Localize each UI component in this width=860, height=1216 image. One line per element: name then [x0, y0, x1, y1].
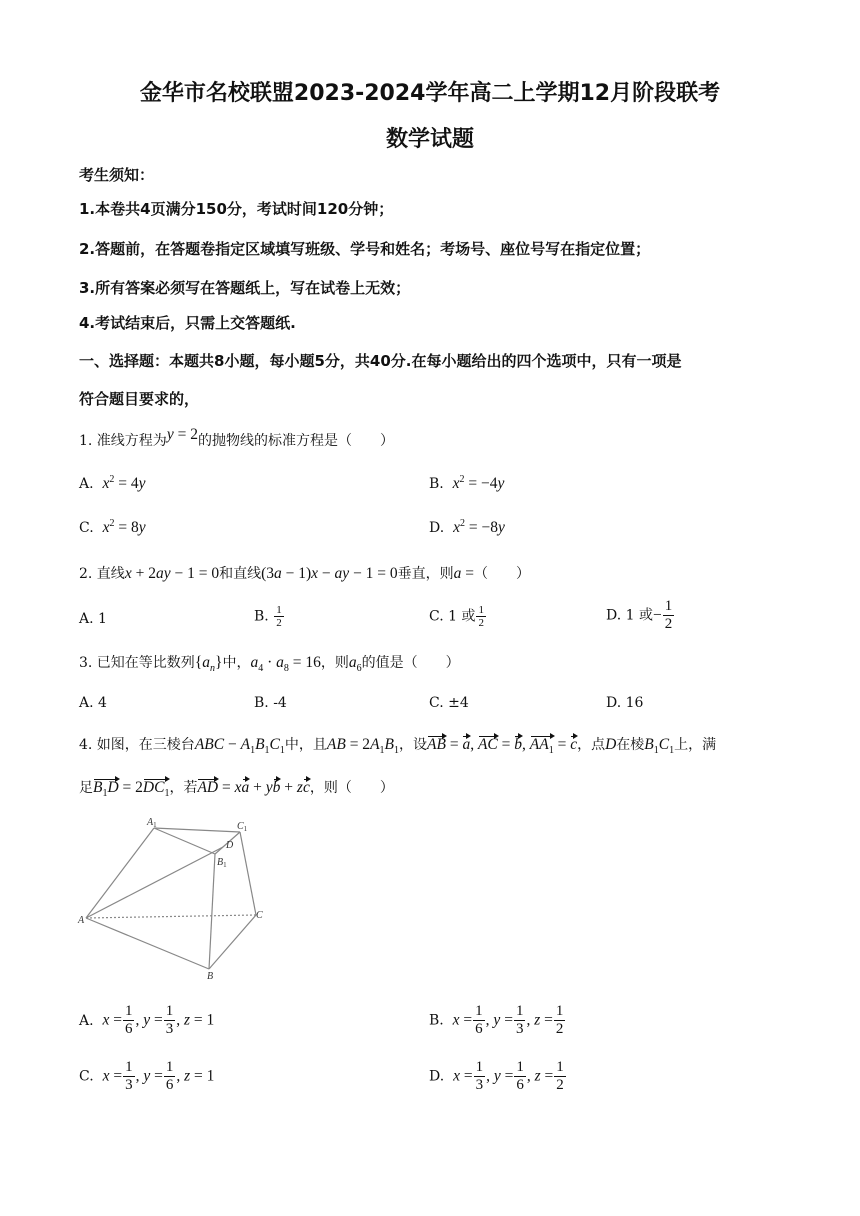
notice-item-3: 3.所有答案必须写在答题纸上，写在试卷上无效； — [79, 279, 411, 297]
hidden-edge-a-c — [86, 915, 256, 918]
notice-heading: 考生须知： — [79, 166, 155, 184]
label-a1: $A_1$ — [147, 817, 157, 829]
q2-option-c: C. 1 或 $\frac{1}{2}$ — [429, 604, 484, 629]
q3-option-a: A. 4 — [79, 695, 107, 711]
edge-a1-b1 — [154, 828, 215, 854]
edge-a-a1 — [86, 828, 154, 918]
notice-item-4: 4.考试结束后，只需上交答题纸. — [79, 314, 296, 332]
q3-option-c: C. ±4 — [429, 695, 469, 711]
label-c1: $C_1$ — [237, 821, 248, 833]
label-c: C — [256, 910, 263, 921]
q4-option-a: A. x = $\frac{1}{6}$ , y = $\frac{1}{3}$ , z = 1 — [79, 1003, 215, 1037]
label-d: D — [226, 840, 234, 851]
question-2: 2. 直线x + 2ay − 1 = 0和直线(3a − 1)x − ay − 1 = 0垂直，则a =（ ） — [79, 565, 531, 582]
frustum-figure — [76, 814, 276, 984]
q4-option-b: B. x = $\frac{1}{6}$ , y = $\frac{1}{3}$ , z = $\frac{1}{2}$ — [429, 1003, 564, 1037]
q2-option-d: D. 1 或− $\frac{1}{2}$ — [606, 598, 673, 632]
label-b: B — [207, 971, 214, 982]
q1-option-c: C. $x^2 = 8y$ — [79, 518, 146, 537]
edge-b-c — [209, 915, 256, 969]
q4-option-c: C. x = $\frac{1}{3}$ , y = $\frac{1}{6}$ , z = 1 — [79, 1059, 215, 1093]
label-b1: $B_1$ — [217, 857, 227, 869]
q1-option-b: B. $x^2 = -4y$ — [429, 474, 505, 493]
q4-option-d: D. x = $\frac{1}{3}$ , y = $\frac{1}{6}$ , z = $\frac{1}{2}$ — [429, 1059, 564, 1093]
notice-item-1: 1.本卷共4页满分150分，考试时间120分钟； — [79, 200, 394, 218]
question-1-suffix: 的抛物线的标准方程是（ ） — [197, 433, 394, 449]
question-4-line2: 足$B_1D = 2DC_1$，若AD = xa + yb + zc，则（ ） — [79, 779, 394, 800]
edge-a1-c1 — [154, 828, 240, 832]
label-a: A — [78, 915, 85, 926]
edge-b1-b — [209, 854, 215, 969]
q2-option-b: B. $\frac{1}{2}$ — [254, 604, 282, 629]
q1-option-d: D. $x^2 = -8y$ — [429, 518, 505, 537]
q1-option-a: A. $x^2 = 4y$ — [79, 474, 146, 493]
section-heading-line1: 一、选择题：本题共8小题，每小题5分，共40分.在每小题给出的四个选项中，只有一项是 — [79, 352, 682, 370]
segment-a-d — [86, 847, 223, 918]
section-heading-line2: 符合题目要求的， — [79, 390, 200, 408]
question-3: 3. 已知在等比数列$\{a_n\}$中，$a_4 \cdot a_8 = 16$，则$a_6$的值是（ ） — [79, 654, 460, 675]
q3-option-b: B. -4 — [254, 695, 287, 711]
q3-option-d: D. 16 — [606, 695, 644, 711]
edge-c1-c — [240, 832, 256, 915]
q2-option-a: A. 1 — [79, 611, 107, 627]
page-title: 金华市名校联盟2023-2024学年高二上学期12月阶段联考 — [139, 81, 721, 106]
question-1: 1. 准线方程为y = 2的抛物线的标准方程是（ ） — [79, 426, 394, 449]
question-4-line1: 4. 如图，在三棱台ABC − $A_1B_1C_1$中，且AB = $2A_1B_1$，设AB = a, AC = b, $AA_1 = c$，点D在棱$B_1C_1$上，满 — [79, 736, 717, 757]
notice-item-2: 2.答题前，在答题卷指定区域填写班级、学号和姓名；考场号、座位号写在指定位置； — [79, 240, 651, 258]
question-1-prefix: 1. 准线方程为 — [79, 433, 167, 449]
page-subtitle: 数学试题 — [385, 127, 474, 152]
edge-a-b — [86, 918, 209, 969]
